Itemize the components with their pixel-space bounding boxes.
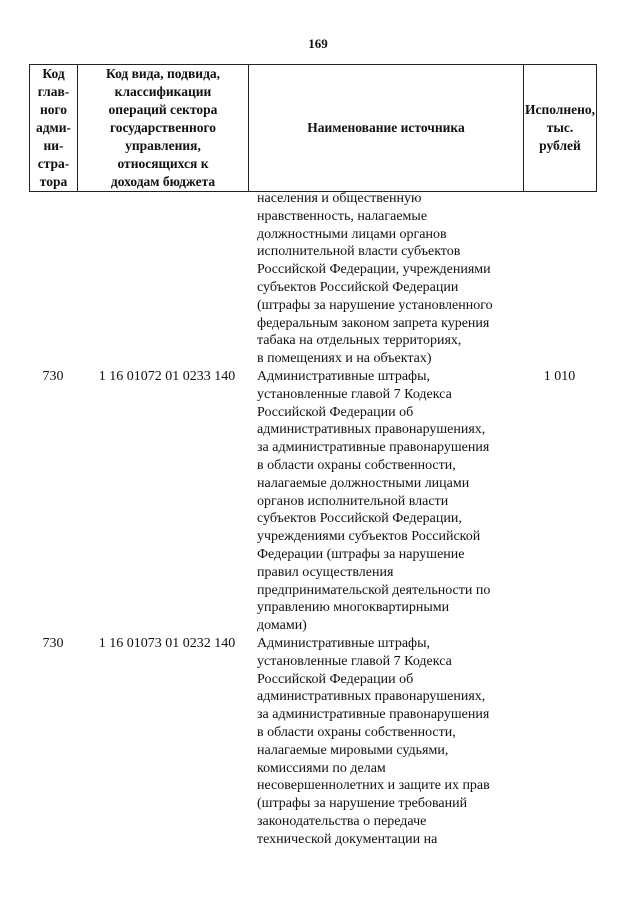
header-amount: Исполнено, тыс. рублей	[524, 65, 597, 192]
table-row	[29, 368, 597, 635]
amount-cell	[522, 635, 597, 849]
table-header	[29, 64, 597, 192]
classification-cell	[77, 190, 257, 368]
admin-code-cell: 730	[42, 368, 64, 384]
classification-cell: 1 16 01072 01 0233 140	[98, 368, 236, 384]
source-name-cell: Административные штрафы, установленные главой 7 Кодекса Российской Федерации об административных правонарушениях, за административные правонарушения в области охраны собственности, налагаемые мировыми судьями, комиссиями по делам несовершеннолетних и защите их прав (штрафы за нарушение требований законодательства о передаче технической документации на	[257, 635, 490, 847]
table-row	[29, 635, 597, 849]
header-classification-code: Код вида, подвида, классификации операций сектора государственного управления, относящихся к доходам бюджета	[78, 65, 249, 192]
page-number: 169	[308, 36, 328, 51]
table-body	[29, 190, 597, 848]
source-name-cell: Административные штрафы, установленные главой 7 Кодекса Российской Федерации об административных правонарушениях, за административные правонарушения в области охраны собственности, налагаемые должностными лицами органов исполнительной власти субъектов Российской Федерации, учреждениями субъектов Российской Федерации (штрафы за нарушение правил осуществления предпринимательской деятельности по управлению многоквартирными домами)	[257, 368, 491, 634]
source-name-cell: населения и общественную нравственность, налагаемые должностными лицами органов исполнительной власти субъектов Российской Федерации, учреждениями субъектов Российской Федерации (штрафы за нарушение установленного федеральным законом запрета курения табака на отдельных территориях, в помещениях и на объектах)	[257, 191, 493, 367]
table-row	[29, 190, 597, 368]
admin-code-cell	[29, 190, 77, 368]
admin-code-cell: 730	[42, 635, 64, 651]
header-admin-code: Код глав- ного адми- ни- стра- тора	[30, 65, 78, 192]
classification-cell: 1 16 01073 01 0232 140	[98, 635, 236, 651]
amount-cell	[522, 190, 597, 368]
header-source-name: Наименование источника	[249, 65, 524, 192]
amount-cell: 1 010	[543, 368, 576, 384]
